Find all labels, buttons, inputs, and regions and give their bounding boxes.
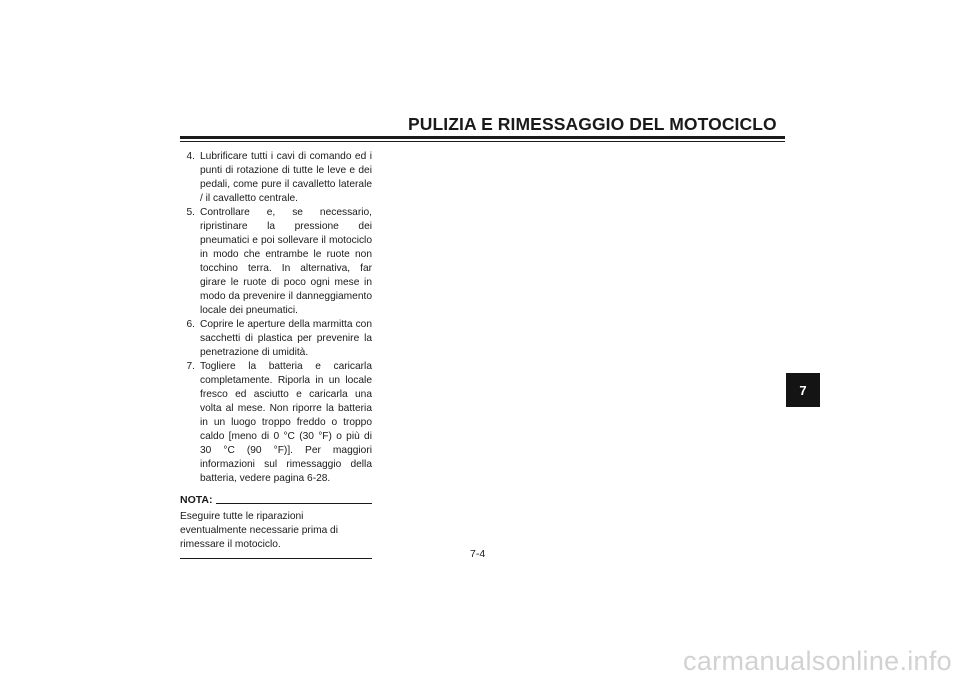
watermark: carmanualsonline.info [683, 646, 952, 676]
step-number: 4. [186, 151, 195, 162]
list-item [180, 150, 372, 206]
note-heading [180, 493, 372, 507]
chapter-tab: 7 [786, 373, 820, 407]
list-item [180, 206, 372, 318]
step-text: Togliere la batteria e caricarla completamente. Riporla in un locale fresco ed asciutto e caricarla una volta al mese. Non riporre la batteria in un luogo troppo freddo o troppo caldo [meno di 0 °C (30 °F) o più di 30 °C (90 °F)]. Per maggiori informazioni sul rimessaggio della batteria, vedere pagina 6-28. [200, 361, 372, 484]
list-item [180, 318, 372, 360]
steps-list [180, 150, 372, 486]
header-rule-thin [180, 141, 785, 142]
content-column [180, 150, 372, 559]
page-title: PULIZIA E RIMESSAGGIO DEL MOTOCICLO [408, 114, 777, 134]
page-number: 7-4 [470, 548, 486, 560]
step-number: 6. [186, 319, 195, 330]
note-label: NOTA: [180, 494, 213, 506]
note-text: Eseguire tutte le riparazioni eventualmente necessarie prima di rimessare il motociclo. [180, 511, 338, 550]
step-text: Coprire le aperture della marmitta con sacchetti di plastica per prevenire la penetrazione di umidità. [200, 319, 372, 358]
header-rule [180, 136, 785, 139]
step-number: 5. [186, 207, 195, 218]
note-end-rule [180, 558, 372, 559]
note-rule [216, 503, 372, 504]
step-number: 7. [186, 361, 195, 372]
list-item [180, 360, 372, 486]
step-text: Lubrificare tutti i cavi di comando ed i punti di rotazione di tutte le leve e dei pedali, come pure il cavalletto laterale / il cavalletto centrale. [200, 151, 372, 204]
step-text: Controllare e, se necessario, ripristinare la pressione dei pneumatici e poi sollevare il motociclo in modo che entrambe le ruote non tocchino terra. In alternativa, far girare le ruote di poco ogni mese in modo da prevenire il danneggiamento locale dei pneumatici. [200, 207, 372, 316]
